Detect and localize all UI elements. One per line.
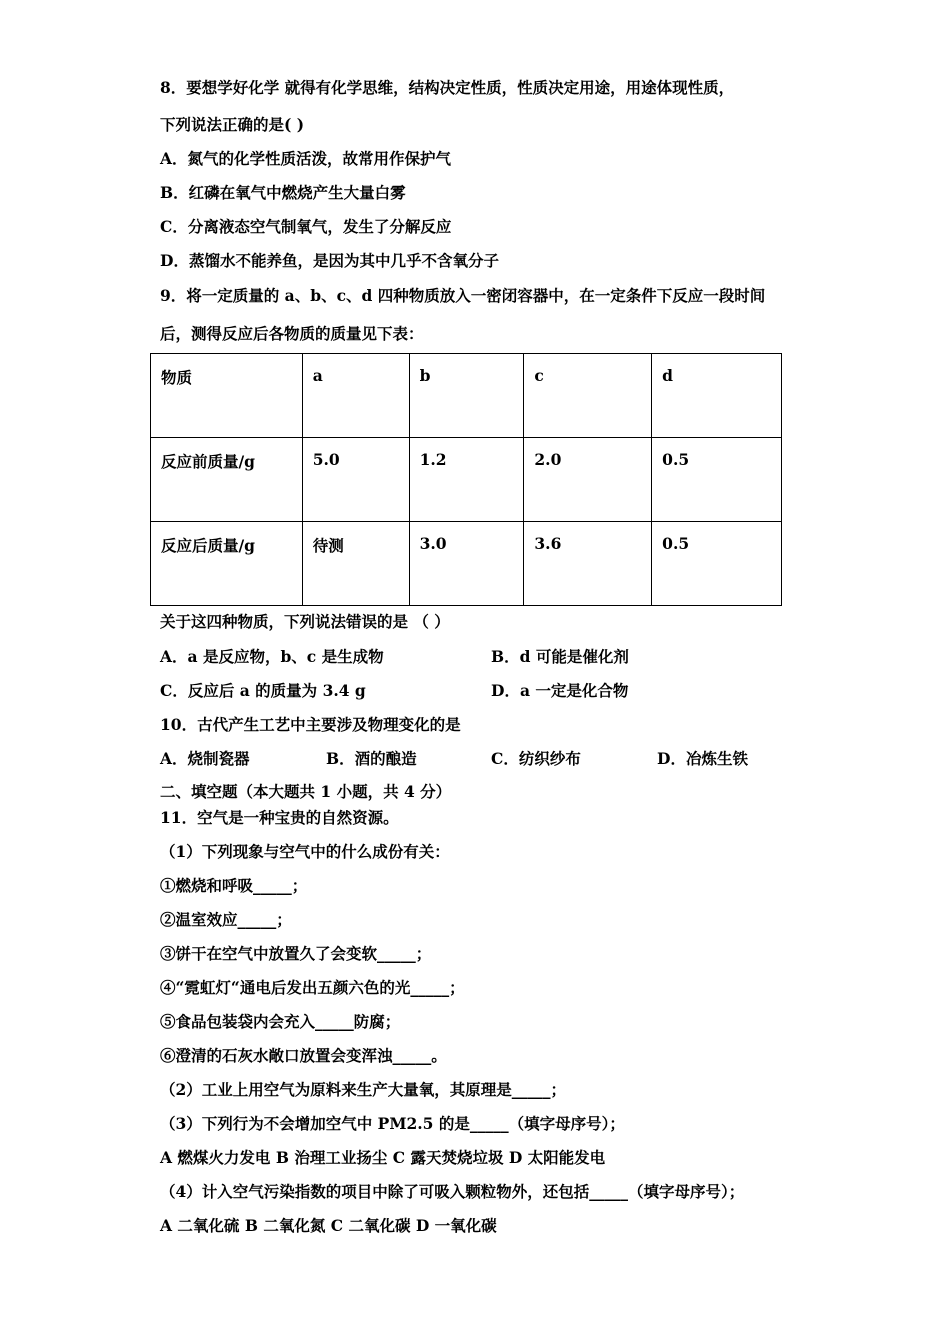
q8-option-c: C．分离液态空气制氧气，发生了分解反应 (160, 217, 452, 236)
table-cell: 0.5 (652, 438, 782, 522)
table-cell: 3.0 (409, 522, 524, 606)
q11-part3: （3）下列行为不会增加空气中 PM2.5 的是_____（填字母序号）； (160, 1114, 625, 1133)
table-cell: 3.6 (524, 522, 652, 606)
q9-option-d: D．a 一定是化合物 (491, 681, 629, 700)
table-cell: 2.0 (524, 438, 652, 522)
q8-option-a: A．氮气的化学性质活泼，故常用作保护气 (160, 149, 452, 168)
q11-part2: （2）工业上用空气为原料来生产大量氧，其原理是_____； (160, 1080, 567, 1099)
section2-heading: 二、填空题（本大题共 1 小题，共 4 分） (160, 782, 452, 801)
table-header-cell: b (409, 354, 524, 438)
table-cell: 1.2 (409, 438, 524, 522)
q11-item-2: ②温室效应_____； (160, 910, 292, 929)
q11-item-3: ③饼干在空气中放置久了会变软_____； (160, 944, 432, 963)
q11-part4-options: A 二氧化硫 B 二氧化氮 C 二氧化碳 D 一氧化碳 (160, 1216, 497, 1235)
q11-item-4: ④“霓虹灯“通电后发出五颜六色的光_____； (160, 978, 465, 997)
q10-option-c: C．纺织纱布 (491, 749, 581, 768)
table-cell: 0.5 (652, 522, 782, 606)
q11-part3-options: A 燃煤火力发电 B 治理工业扬尘 C 露天焚烧垃圾 D 太阳能发电 (160, 1148, 606, 1167)
q11-item-6: ⑥澄清的石灰水敞口放置会变浑浊_____。 (160, 1046, 447, 1065)
q9-stem-line1: 9．将一定质量的 a、b、c、d 四种物质放入一密闭容器中，在一定条件下反应一段时间 (160, 286, 766, 305)
table-row (151, 522, 782, 606)
q11-item-5: ⑤食品包装袋内会充入_____防腐； (160, 1012, 401, 1031)
q11-part4: （4）计入空气污染指数的项目中除了可吸入颗粒物外，还包括_____（填字母序号）； (160, 1182, 745, 1201)
q11-part1: （1）下列现象与空气中的什么成份有关： (160, 842, 450, 861)
table-header-row (151, 354, 782, 438)
q9-stem-line2: 后，测得反应后各物质的质量见下表： (160, 324, 424, 343)
table-cell: 反应后质量/g (151, 522, 303, 606)
q9-option-b: B．d 可能是催化剂 (491, 647, 629, 666)
table-header-cell: d (652, 354, 782, 438)
q9-question: 关于这四种物质，下列说法错误的是 （ ） (160, 612, 450, 631)
table-row (151, 438, 782, 522)
q8-stem-line1: 8．要想学好化学 就得有化学思维，结构决定性质，性质决定用途，用途体现性质， (160, 78, 735, 97)
q10-option-a: A．烧制瓷器 (160, 749, 250, 768)
q9-option-a: A．a 是反应物，b、c 是生成物 (160, 647, 384, 666)
q10-option-b: B．酒的酿造 (326, 749, 417, 768)
q8-option-b: B．红磷在氧气中燃烧产生大量白雾 (160, 183, 406, 202)
q8-stem-line2: 下列说法正确的是( ) (160, 115, 305, 134)
q8-option-d: D．蒸馏水不能养鱼，是因为其中几乎不含氧分子 (160, 251, 499, 270)
q10-stem: 10．古代产生工艺中主要涉及物理变化的是 (160, 715, 461, 734)
mass-table (150, 353, 782, 606)
table-header-cell: 物质 (151, 354, 303, 438)
table-cell: 5.0 (302, 438, 409, 522)
q11-item-1: ①燃烧和呼吸_____； (160, 876, 308, 895)
q11-stem: 11．空气是一种宝贵的自然资源。 (160, 808, 399, 827)
table-cell: 反应前质量/g (151, 438, 303, 522)
table-cell: 待测 (302, 522, 409, 606)
table-header-cell: a (302, 354, 409, 438)
q10-option-d: D．冶炼生铁 (657, 749, 748, 768)
q9-option-c: C．反应后 a 的质量为 3.4 g (160, 681, 366, 700)
table-header-cell: c (524, 354, 652, 438)
